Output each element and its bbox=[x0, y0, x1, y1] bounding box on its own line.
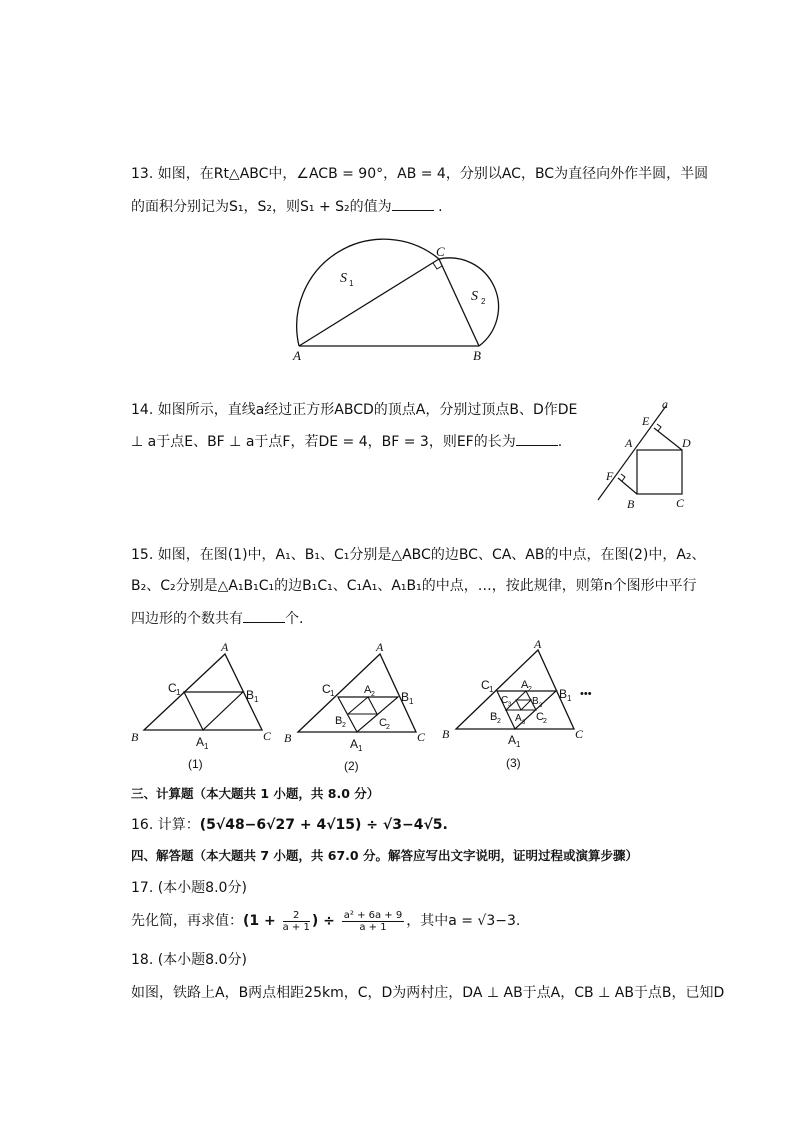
segment-ac bbox=[299, 259, 439, 346]
label-a2: A bbox=[521, 679, 529, 691]
q17-fraction-2 bbox=[342, 910, 404, 933]
answer-blank[interactable] bbox=[392, 196, 434, 211]
q14-line2 bbox=[131, 431, 562, 452]
fraction-numerator: 2 bbox=[283, 910, 310, 922]
sub: 3 bbox=[539, 703, 543, 709]
label-s2-sub: 2 bbox=[481, 297, 486, 306]
caption-3: (3) bbox=[506, 756, 521, 770]
sub: 1 bbox=[409, 697, 414, 706]
innermost-triangle-3 bbox=[516, 700, 531, 710]
q13-line2-text: 的面积分别记为S₁，S₂，则S₁ + S₂的值为 bbox=[131, 199, 392, 215]
sub: 3 bbox=[522, 720, 526, 726]
label-b2: B bbox=[335, 715, 343, 727]
label-e: E bbox=[642, 414, 650, 428]
label-c: C bbox=[575, 727, 584, 741]
label-s1: S bbox=[340, 271, 347, 286]
fraction-numerator: a² + 6a + 9 bbox=[343, 909, 403, 921]
q13-line2 bbox=[131, 196, 443, 217]
semicircle-ac bbox=[297, 239, 439, 346]
q14-line2-end: . bbox=[557, 434, 563, 450]
q15-line3-end: 个. bbox=[285, 611, 304, 627]
answer-blank[interactable] bbox=[516, 431, 558, 446]
caption-2: (2) bbox=[344, 759, 359, 773]
section-4-heading: 四、解答题（本大题共 7 小题，共 67.0 分。解答应写出文字说明，证明过程或演算步骤） bbox=[131, 848, 638, 863]
sub: 1 bbox=[567, 694, 572, 703]
segment-bf bbox=[618, 478, 637, 494]
sub: 1 bbox=[330, 689, 335, 698]
inner-triangle-2 bbox=[348, 697, 377, 714]
label-a1: A bbox=[196, 735, 205, 749]
label-d: D bbox=[682, 436, 691, 450]
sub: 1 bbox=[176, 688, 181, 697]
q14-line2-text: ⊥ a于点E、BF ⊥ a于点F，若DE = 4，BF = 3，则EF的长为 bbox=[131, 434, 516, 450]
label-b2: B bbox=[490, 711, 498, 723]
figure-3 bbox=[442, 637, 592, 770]
sub: 2 bbox=[371, 691, 375, 698]
q17-label: 17. (本小题8.0分) bbox=[131, 880, 247, 896]
label-b: B bbox=[627, 497, 635, 511]
sub: 1 bbox=[516, 740, 521, 749]
sub: 2 bbox=[342, 722, 346, 729]
label-c1: C bbox=[168, 681, 177, 695]
label-s1-sub: 1 bbox=[349, 279, 354, 288]
q15-figure bbox=[128, 638, 608, 778]
label-f: F bbox=[606, 469, 614, 483]
label-b: B bbox=[473, 348, 481, 363]
label-c2: C bbox=[379, 717, 387, 729]
square-abcd bbox=[637, 450, 682, 494]
label-a1: A bbox=[508, 733, 517, 747]
figure-1 bbox=[131, 640, 272, 771]
label-a: A bbox=[534, 637, 542, 651]
q18-label: 18. (本小题8.0分) bbox=[131, 952, 247, 968]
section-3-heading: 三、计算题（本大题共 1 小题，共 8.0 分） bbox=[131, 786, 380, 801]
label-a: A bbox=[221, 640, 229, 654]
label-c: C bbox=[676, 496, 685, 510]
q13-line2-end: . bbox=[433, 199, 443, 215]
q17-line bbox=[131, 908, 520, 934]
sub: 1 bbox=[204, 742, 209, 751]
fraction-denominator: a + 1 bbox=[359, 921, 387, 933]
caption-1: (1) bbox=[188, 757, 203, 771]
q17-condition: ，其中a = √3−3. bbox=[406, 913, 521, 929]
label-b: B bbox=[442, 727, 450, 741]
medial-triangle-1 bbox=[184, 692, 243, 730]
label-a1: A bbox=[350, 737, 359, 751]
right-angle-e bbox=[657, 424, 661, 431]
label-b3: B bbox=[532, 696, 539, 707]
sub: 2 bbox=[386, 724, 390, 731]
sub: 1 bbox=[254, 695, 259, 704]
answer-blank[interactable] bbox=[243, 608, 285, 623]
q15-line2: B₂、C₂分别是△A₁B₁C₁的边B₁C₁、C₁A₁、A₁B₁的中点，…，按此规律，则第n个图形中平行 bbox=[131, 578, 697, 594]
label-a: A bbox=[376, 640, 384, 654]
q13-figure bbox=[280, 220, 520, 370]
q17-open: (1 + bbox=[243, 913, 281, 929]
sub: 2 bbox=[497, 718, 501, 725]
sub: 3 bbox=[508, 702, 512, 708]
q13-line1: 13. 如图，在Rt△ABC中，∠ACB = 90°，AB = 4，分别以AC，BC为直径向外作半圆，半圆 bbox=[131, 166, 709, 182]
segment-de bbox=[654, 428, 682, 450]
label-s2: S bbox=[471, 289, 478, 304]
right-angle-f bbox=[621, 474, 625, 481]
label-line-a: a bbox=[662, 397, 668, 411]
sub: 1 bbox=[489, 685, 494, 694]
sub: 2 bbox=[543, 718, 547, 725]
q17-text: 先化简，再求值： bbox=[131, 913, 243, 929]
sub: 1 bbox=[358, 744, 363, 753]
label-c: C bbox=[436, 244, 445, 259]
label-a: A bbox=[293, 348, 301, 363]
q16-line bbox=[131, 815, 448, 835]
label-b: B bbox=[131, 730, 139, 744]
label-b1: B bbox=[559, 687, 568, 701]
label-a3: A bbox=[515, 713, 522, 724]
q15-line1: 15. 如图，在图(1)中，A₁、B₁、C₁分别是△ABC的边BC、CA、AB的中点，在图(2)中，A₂、 bbox=[131, 547, 706, 563]
q16-label: 16. 计算： bbox=[131, 817, 200, 833]
label-c: C bbox=[417, 730, 426, 744]
triangle-abc-2 bbox=[298, 654, 416, 732]
fraction-denominator: a + 1 bbox=[282, 921, 310, 933]
label-c1: C bbox=[322, 682, 331, 696]
figure-2 bbox=[284, 640, 426, 773]
q17-mid: ) ÷ bbox=[311, 913, 340, 929]
q18-line1: 如图，铁路上A，B两点相距25km，C，D为两村庄，DA ⊥ AB于点A，CB ⊥ AB于点B，已知D bbox=[131, 985, 725, 1001]
q16-expression: (5√48−6√27 + 4√15) ÷ √3−4√5. bbox=[199, 817, 448, 833]
label-c: C bbox=[263, 729, 272, 743]
q15-line3 bbox=[131, 608, 303, 629]
label-b1: B bbox=[401, 690, 410, 704]
q17-fraction-1 bbox=[283, 910, 310, 933]
ellipsis: ••• bbox=[580, 688, 592, 700]
label-a2: A bbox=[364, 684, 372, 696]
label-b: B bbox=[284, 731, 292, 745]
line-a bbox=[598, 406, 666, 500]
label-a: A bbox=[625, 436, 633, 450]
q14-line1: 14. 如图所示，直线a经过正方形ABCD的顶点A，分别过顶点B、D作DE bbox=[131, 402, 578, 418]
q15-line3-text: 四边形的个数共有 bbox=[131, 611, 243, 627]
q14-figure bbox=[594, 396, 704, 516]
label-c3: C bbox=[501, 695, 509, 706]
semicircle-bc bbox=[439, 258, 499, 346]
label-c1: C bbox=[481, 678, 490, 692]
label-b1: B bbox=[246, 688, 255, 702]
sub: 2 bbox=[528, 686, 532, 693]
label-c2: C bbox=[536, 711, 544, 723]
